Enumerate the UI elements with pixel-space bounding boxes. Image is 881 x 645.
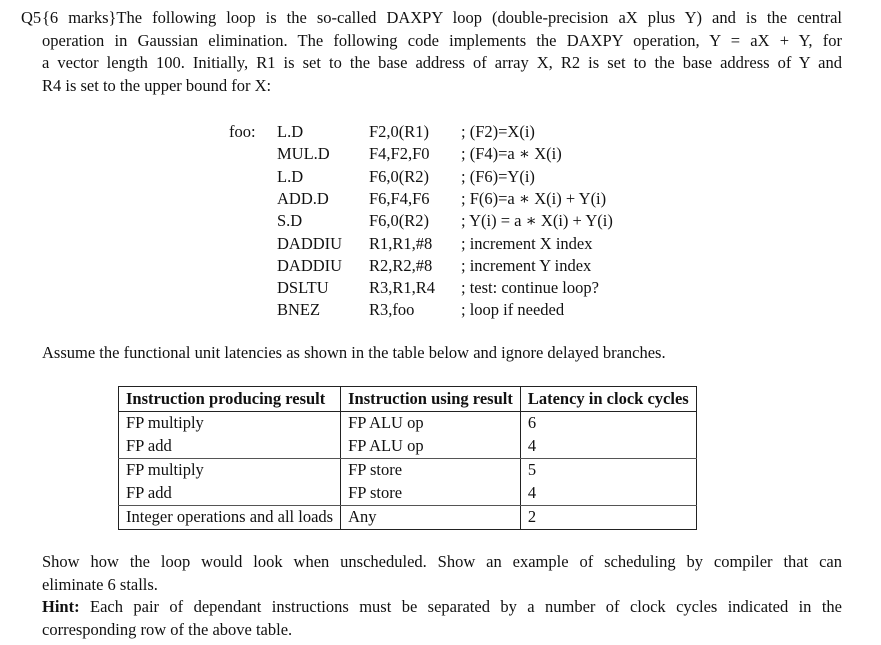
cell-latency: 4	[520, 435, 696, 459]
question-number: Q5	[21, 8, 42, 27]
code-operands: R2,R2,#8	[369, 255, 433, 275]
intro-line-1: {6 marks}The following loop is the so-called DAXPY loop (double-precision aX plus Y) and is the central	[42, 8, 842, 27]
intro-line-3: a vector length 100. Initially, R1 is set to the base address of array X, R2 is set to the base address of Y and	[42, 53, 842, 72]
code-operands: F4,F2,F0	[369, 144, 430, 164]
code-opcode: S.D	[277, 211, 303, 231]
cell-using: FP ALU op	[341, 435, 521, 459]
cell-latency: 4	[520, 482, 696, 506]
cell-producing: Integer operations and all loads	[119, 506, 341, 530]
code-comment: ; F(6)=a ∗ X(i) + Y(i)	[461, 188, 607, 208]
hint-label: Hint:	[42, 597, 80, 616]
code-operands: R3,foo	[369, 300, 415, 320]
cell-using: FP ALU op	[341, 412, 521, 436]
task-line-1: Show how the loop would look when unscheduled. Show an example of scheduling by compiler that can	[42, 552, 842, 571]
cell-latency: 5	[520, 459, 696, 483]
cell-producing: FP add	[119, 435, 341, 459]
cell-producing: FP multiply	[119, 412, 341, 436]
assume-text: Assume the functional unit latencies as shown in the table below and ignore delayed branches.	[42, 343, 666, 362]
code-comment: ; increment Y index	[461, 255, 592, 275]
cell-using: FP store	[341, 482, 521, 506]
code-opcode: L.D	[277, 122, 304, 141]
header-using: Instruction using result	[341, 387, 521, 412]
code-opcode: BNEZ	[277, 300, 321, 320]
code-comment: ; Y(i) = a ∗ X(i) + Y(i)	[461, 211, 613, 231]
hint-line-2: corresponding row of the above table.	[42, 619, 293, 639]
latency-table	[118, 386, 697, 530]
code-comment: ; (F6)=Y(i)	[461, 166, 535, 186]
code-operands: R1,R1,#8	[369, 233, 433, 253]
code-operands: F6,0(R2)	[369, 166, 430, 186]
question-intro	[21, 7, 842, 97]
code-opcode: DADDIU	[277, 255, 343, 275]
code-comment: ; (F4)=a ∗ X(i)	[461, 144, 562, 164]
code-operands: F2,0(R1)	[369, 122, 430, 141]
latency-table-header	[119, 387, 697, 412]
code-comment: ; increment X index	[461, 233, 593, 253]
table-row	[119, 435, 697, 459]
hint-text-1: Each pair of dependant instructions must be separated by a number of clock cycles indicated in the	[79, 597, 842, 616]
code-operands: F6,0(R2)	[369, 211, 430, 231]
table-row	[119, 482, 697, 506]
header-producing: Instruction producing result	[119, 387, 341, 412]
task-text	[42, 551, 842, 641]
cell-producing: FP multiply	[119, 459, 341, 483]
cell-latency: 2	[520, 506, 696, 530]
header-latency: Latency in clock cycles	[520, 387, 696, 412]
cell-using: FP store	[341, 459, 521, 483]
intro-line-2: operation in Gaussian elimination. The following code implements the DAXPY operation, Y = aX + Y, for	[42, 30, 842, 50]
cell-producing: FP add	[119, 482, 341, 506]
code-opcode: DADDIU	[277, 233, 343, 253]
table-row	[119, 459, 697, 483]
code-comment: ; (F2)=X(i)	[461, 122, 535, 141]
code-opcode: L.D	[277, 166, 304, 186]
code-opcode: DSLTU	[277, 278, 329, 298]
table-row	[119, 412, 697, 436]
code-label: foo:	[229, 122, 256, 141]
code-operands: R3,R1,R4	[369, 278, 436, 298]
code-operands: F6,F4,F6	[369, 188, 430, 208]
code-opcode: MUL.D	[277, 144, 330, 164]
hint-line-1	[42, 596, 842, 619]
code-comment: ; loop if needed	[461, 300, 565, 320]
cell-using: Any	[341, 506, 521, 530]
cell-latency: 6	[520, 412, 696, 436]
task-line-2: eliminate 6 stalls.	[42, 574, 158, 594]
code-opcode: ADD.D	[277, 188, 329, 208]
intro-line-4: R4 is set to the upper bound for X:	[42, 75, 272, 95]
code-comment: ; test: continue loop?	[461, 278, 599, 298]
table-row	[119, 506, 697, 530]
